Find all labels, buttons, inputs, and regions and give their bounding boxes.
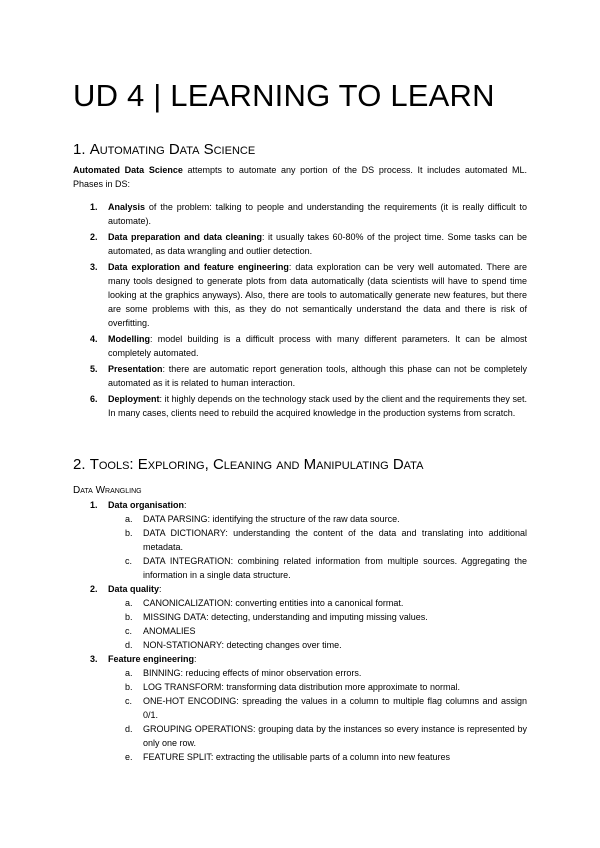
item-text: DATA INTEGRATION: combining related information from multiple sources. Aggregating the information in a single data structure. [143,556,527,580]
sublist [108,666,527,764]
item-text: of the problem: talking to people and understanding the requirements (it is really difficult to automate). [108,202,527,226]
item-number: 1. [90,500,98,510]
item-letter: e. [125,752,133,762]
sublist-item [108,638,527,652]
item-text: : model building is a difficult process with many different parameters. It can be almost completely automated. [108,334,527,358]
section-2-title: Tools: Exploring, Cleaning and Manipulating Data [89,456,424,473]
item-text: DATA PARSING: identifying the structure of the raw data source. [143,514,400,524]
item-label: Data quality [108,584,160,594]
item-label: Presentation [108,364,163,374]
section-2-number: 2. [73,456,86,473]
section-1-number: 1. [73,141,86,158]
item-text: BINNING: reducing effects of minor observation errors. [143,668,362,678]
sublist [108,512,527,582]
item-text: : there are automatic report generation tools, although this phase can not be completely automated as it is related to human interaction. [108,364,527,388]
sublist-item [108,554,527,582]
section-2-heading [73,456,423,474]
item-letter: d. [125,640,133,650]
section-1-intro [73,163,527,191]
item-text: CANONICALIZATION: converting entities into a canonical format. [143,598,404,608]
sublist [108,596,527,652]
data-wrangling-subheading: Data Wrangling [73,485,142,496]
item-colon: : [184,500,187,510]
item-letter: a. [125,668,133,678]
list-item [73,230,527,258]
list-item [73,582,527,652]
sublist-item [108,526,527,554]
list-item [73,260,527,330]
intro-bold: Automated Data Science [73,165,183,175]
list-item [73,392,527,420]
sublist-item [108,624,527,638]
item-number: 5. [90,364,98,374]
ds-phases-list [73,200,527,422]
sublist-item [108,722,527,750]
section-1-title: Automating Data Science [89,141,256,158]
item-label: Feature engineering [108,654,195,664]
item-letter: b. [125,528,133,538]
item-number: 6. [90,394,98,404]
item-letter: b. [125,612,133,622]
list-item [73,362,527,390]
item-text: : it highly depends on the technology stack used by the client and the requirements they set. In many cases, clients need to rebuild the acquired knowledge in the production systems from scratch. [108,394,527,418]
item-letter: c. [125,556,133,566]
sublist-item [108,666,527,680]
section-1-heading [73,141,255,159]
item-text: FEATURE SPLIT: extracting the utilisable parts of a column into new features [143,752,450,762]
item-text: NON-STATIONARY: detecting changes over time. [143,640,342,650]
intro-rest: attempts to automate any portion of the DS process. It includes automated ML. Phases in DS: [73,165,528,189]
item-label: Data organisation [108,500,185,510]
data-wrangling-list [73,498,527,764]
item-letter: d. [125,724,133,734]
list-item [73,498,527,582]
sublist-item [108,694,527,722]
item-text: MISSING DATA: detecting, understanding and imputing missing values. [143,612,428,622]
item-letter: c. [125,696,133,706]
item-letter: a. [125,514,133,524]
item-number: 1. [90,202,98,212]
item-label: Analysis [108,202,146,212]
sublist-item [108,512,527,526]
item-label: Modelling [108,334,150,344]
item-text: ANOMALIES [143,626,196,636]
item-number: 3. [90,262,98,272]
item-letter: c. [125,626,133,636]
sublist-item [108,750,527,764]
item-label: Deployment [108,394,160,404]
item-label: Data preparation and data cleaning [108,232,262,242]
item-label: Data exploration and feature engineering [108,262,289,272]
item-number: 2. [90,232,98,242]
item-number: 4. [90,334,98,344]
list-item [73,200,527,228]
sublist-item [108,610,527,624]
sublist-item [108,680,527,694]
item-colon: : [159,584,162,594]
item-text: : it usually takes 60-80% of the project time. Some tasks can be automated, as data wrangling and outlier detection. [108,232,527,256]
item-colon: : [194,654,197,664]
list-item [73,332,527,360]
item-text: : data exploration can be very well automated. There are many tools designed to generate plots from data automatically (data scientists will have to spend time looking at the graphics anyways). Also, there are tools to automatically generate new features, but there are some problems with this, as they do not semantically understand the data and there is risk of overfitting. [108,262,527,328]
item-letter: b. [125,682,133,692]
document-title: UD 4 | LEARNING TO LEARN [73,78,495,113]
item-text: ONE-HOT ENCODING: spreading the values in a column to multiple flag columns and assign 0/1. [143,696,527,720]
item-text: LOG TRANSFORM: transforming data distribution more approximate to normal. [143,682,460,692]
item-text: GROUPING OPERATIONS: grouping data by the instances so every instance is represented by only one row. [143,724,527,748]
list-item [73,652,527,764]
item-letter: a. [125,598,133,608]
sublist-item [108,596,527,610]
item-text: DATA DICTIONARY: understanding the content of the data and translating into additional metadata. [143,528,527,552]
item-number: 3. [90,654,98,664]
item-number: 2. [90,584,98,594]
